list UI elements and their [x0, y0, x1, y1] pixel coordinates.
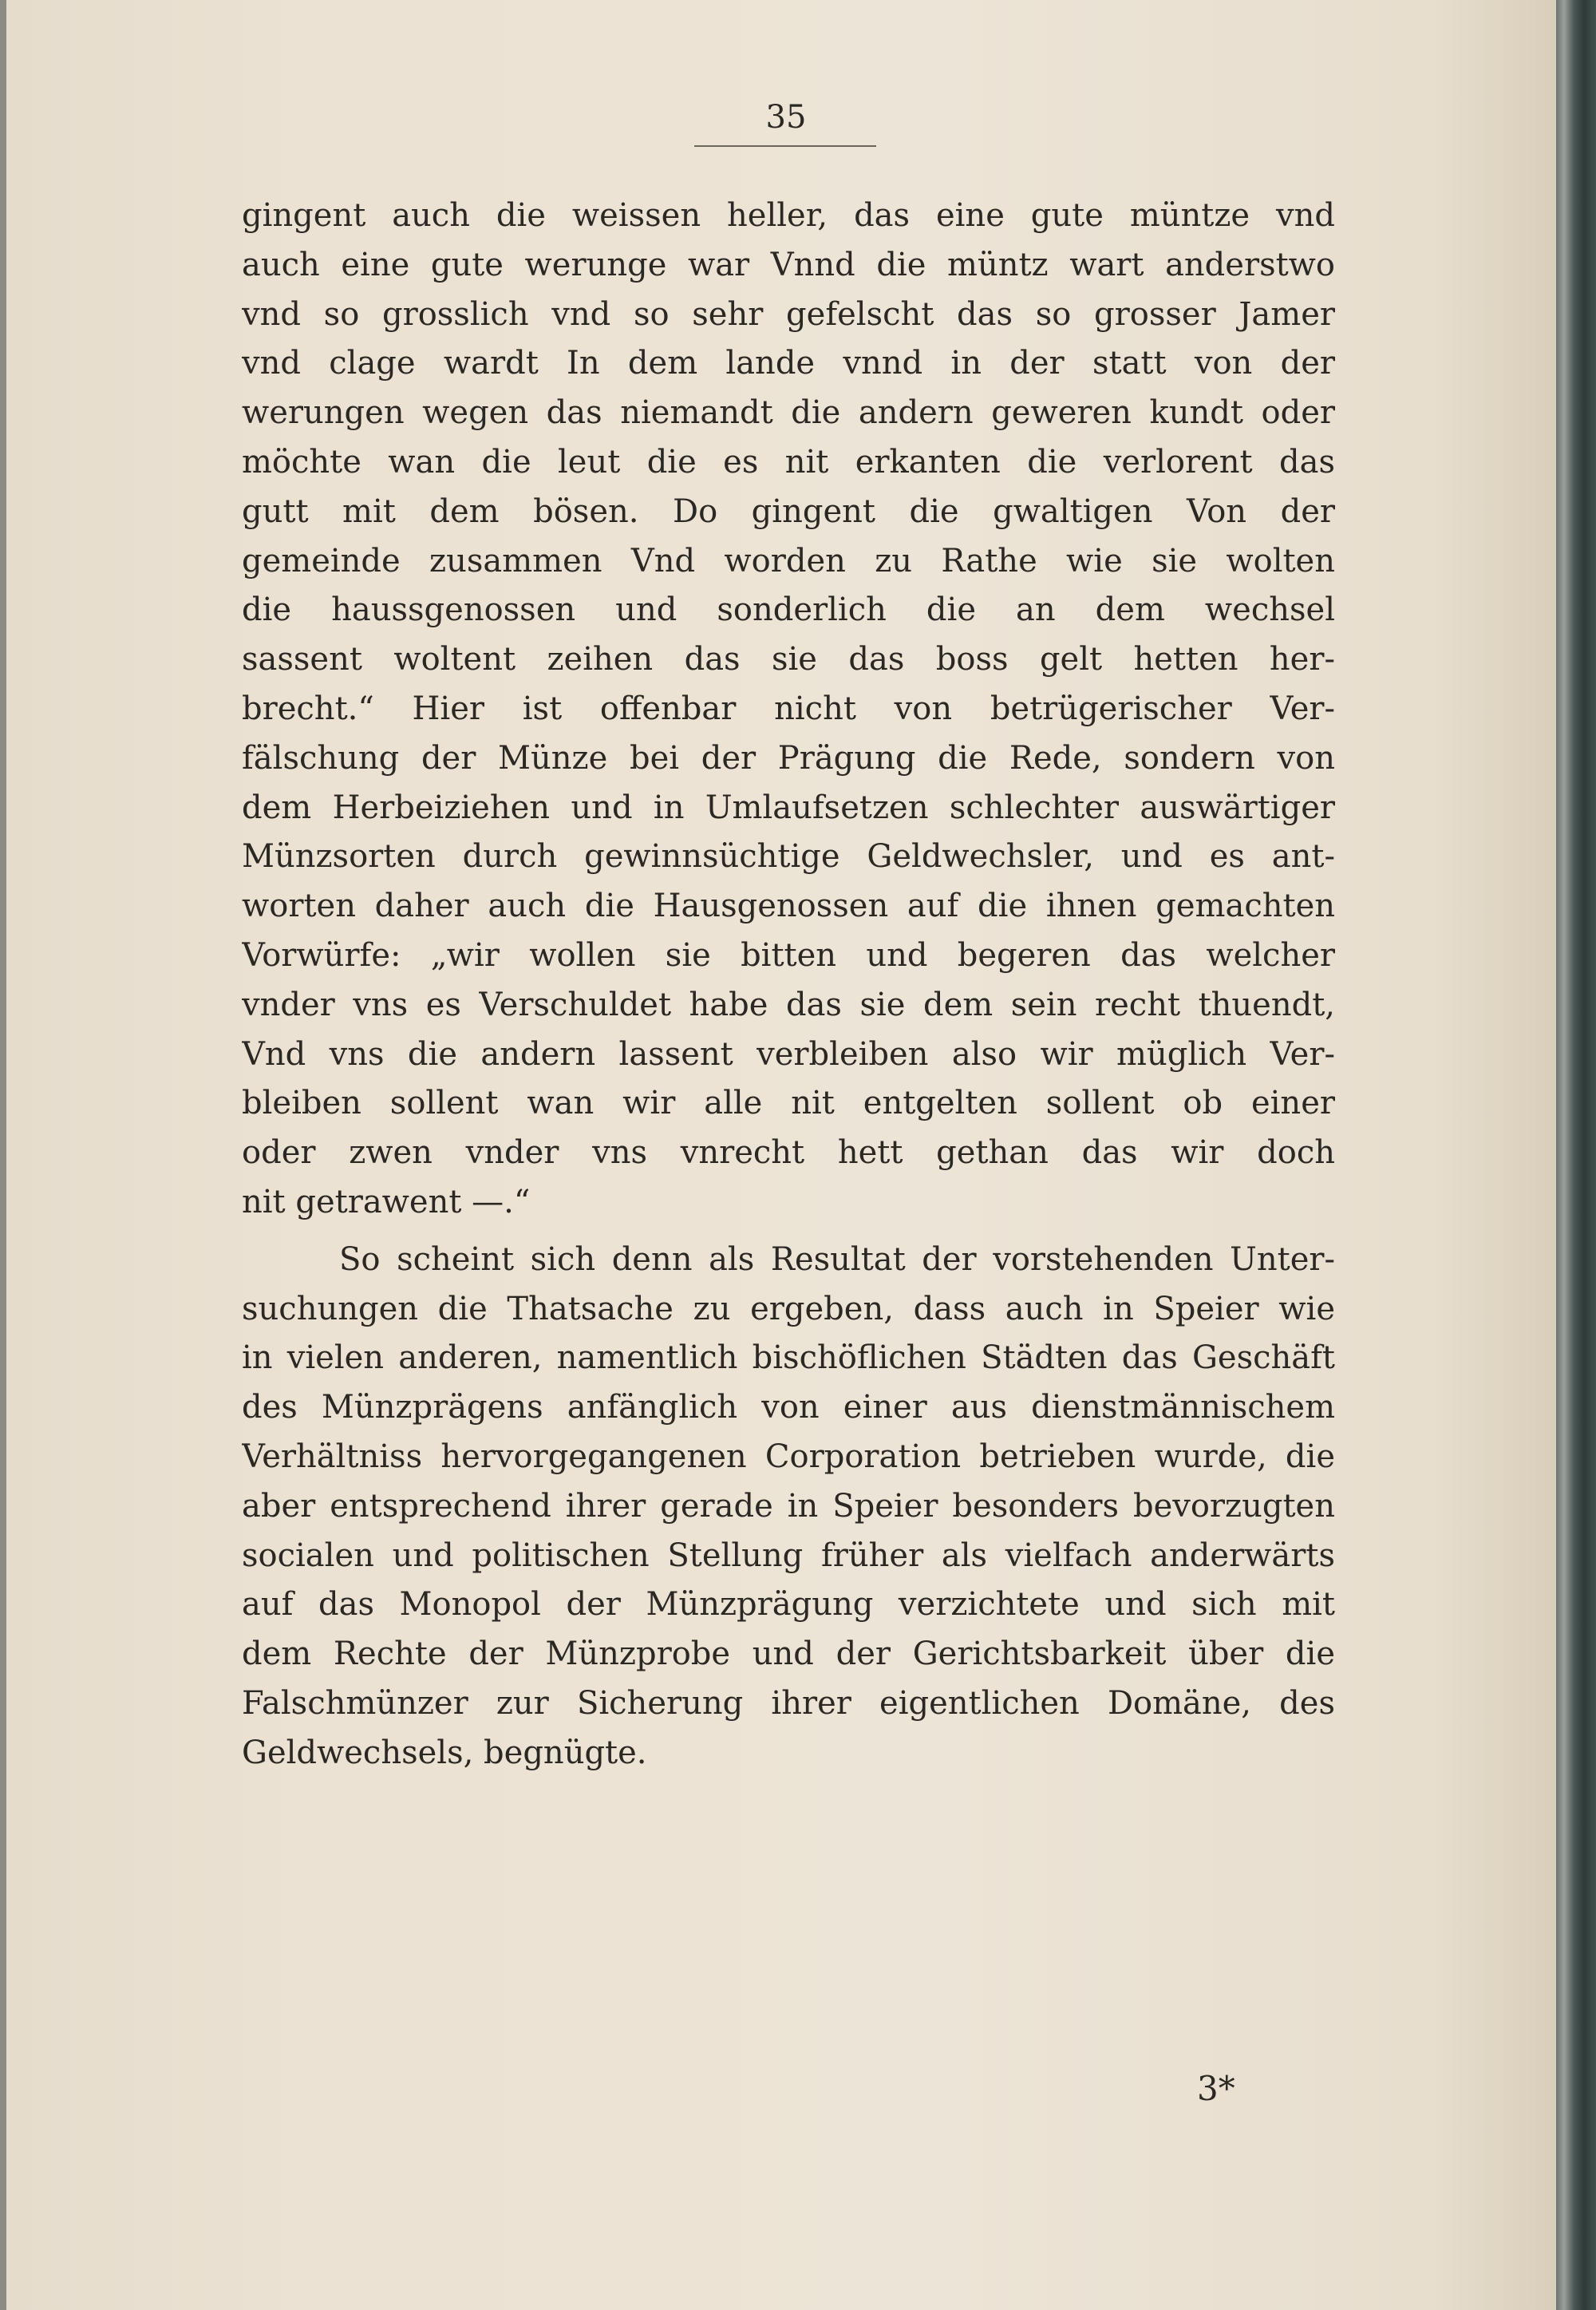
text-line: Vorwürfe: „wir wollen sie bitten und begeren das welcher	[242, 936, 1335, 974]
text-line: dem Herbeiziehen und in Umlaufsetzen schlechter auswärtiger	[242, 789, 1335, 826]
text-line: des Münzprägens anfänglich von einer aus dienstmännischem	[242, 1389, 1335, 1426]
text-line: auch eine gute werunge war Vnnd die müntz wart anderstwo	[242, 246, 1335, 283]
text-line: Vnd vns die andern lassent verbleiben also wir müglich Ver-	[242, 1035, 1335, 1073]
text-line: nit getrawent —.“	[242, 1183, 531, 1220]
page-left-edge	[0, 0, 6, 2310]
text-line: aber entsprechend ihrer gerade in Speier besonders bevorzugten	[242, 1487, 1335, 1525]
text-line: brecht.“ Hier ist offenbar nicht von betrügerischer Ver-	[242, 690, 1335, 727]
text-line: sassent woltent zeihen das sie das boss gelt hetten her-	[242, 641, 1335, 678]
text-line: Geldwechsels, begnügte.	[242, 1734, 647, 1771]
text-line: Münzsorten durch gewinnsüchtige Geldwechsler, und es ant-	[242, 838, 1335, 876]
text-line: werungen wegen das niemandt die andern geweren kundt oder	[242, 394, 1335, 432]
book-cover-edge	[1556, 0, 1596, 2310]
text-line: Verhältniss hervorgegangenen Corporation betrieben wurde, die	[242, 1438, 1335, 1475]
text-line: vnd clage wardt In dem lande vnnd in der statt von der	[242, 345, 1335, 382]
text-line: suchungen die Thatsache zu ergeben, dass auch in Speier wie	[242, 1290, 1335, 1327]
text-line: oder zwen vnder vns vnrecht hett gethan das wir doch	[242, 1134, 1335, 1172]
text-line: gemeinde zusammen Vnd worden zu Rathe wie sie wolten	[242, 542, 1335, 579]
text-line: Falschmünzer zur Sicherung ihrer eigentlichen Domäne, des	[242, 1684, 1335, 1722]
printer-signature-mark: 3*	[1197, 2069, 1235, 2108]
text-line: in vielen anderen, namentlich bischöflichen Städten das Geschäft	[242, 1339, 1335, 1377]
header-rule	[694, 145, 876, 147]
text-line: fälschung der Münze bei der Prägung die Rede, sondern von	[242, 739, 1335, 777]
text-line: socialen und politischen Stellung früher als vielfach anderwärts	[242, 1537, 1335, 1574]
text-line: die haussgenossen und sonderlich die an dem wechsel	[242, 591, 1335, 629]
text-line: bleiben sollent wan wir alle nit entgelten sollent ob einer	[242, 1085, 1335, 1122]
text-line: vnder vns es Verschuldet habe das sie dem sein recht thuendt,	[242, 986, 1335, 1023]
text-line: So scheint sich denn als Resultat der vorstehenden Unter-	[339, 1240, 1335, 1278]
paragraph-2	[242, 1236, 1335, 1778]
text-line: auf das Monopol der Münzprägung verzichtete und sich mit	[242, 1586, 1335, 1624]
text-line: möchte wan die leut die es nit erkanten die verlorent das	[242, 443, 1335, 481]
text-line: dem Rechte der Münzprobe und der Gerichtsbarkeit über die	[242, 1636, 1335, 1673]
text-line: vnd so grosslich vnd so sehr gefelscht das so grosser Jamer	[242, 295, 1335, 333]
text-line: gingent auch die weissen heller, das eine gute müntze vnd	[242, 197, 1335, 234]
page-number: 35	[765, 99, 807, 136]
body-text	[242, 192, 1335, 1778]
text-line: gutt mit dem bösen. Do gingent die gwaltigen Von der	[242, 492, 1335, 530]
text-line: worten daher auch die Hausgenossen auf die ihnen gemachten	[242, 888, 1335, 925]
paragraph-1	[242, 192, 1335, 1228]
